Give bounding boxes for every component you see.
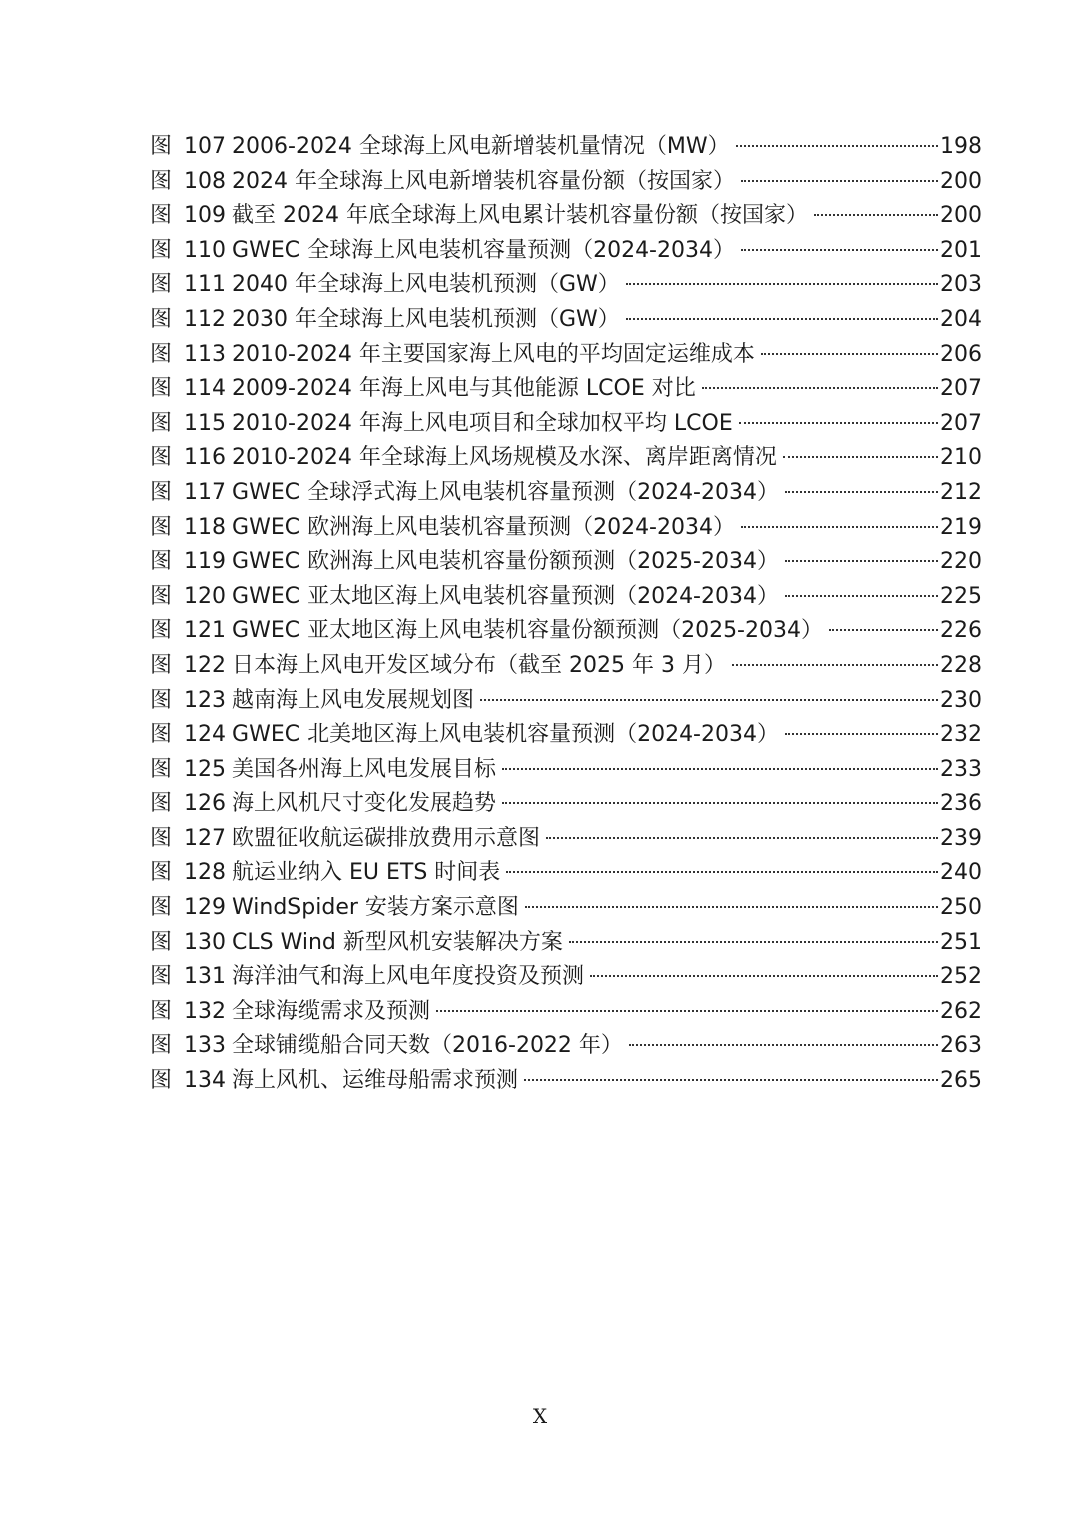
toc-entry[interactable] xyxy=(150,718,982,753)
entry-page-number: 204 xyxy=(940,306,982,332)
toc-entry[interactable] xyxy=(150,372,982,407)
toc-entry[interactable] xyxy=(150,1029,982,1064)
entry-page-number: 262 xyxy=(940,998,982,1024)
entry-title: 全球铺缆船合同天数（2016-2022 年） xyxy=(232,1033,623,1059)
entry-title: 海洋油气和海上风电年度投资及预测 xyxy=(232,964,585,990)
toc-entry[interactable] xyxy=(150,130,982,165)
toc-entry[interactable] xyxy=(150,511,982,546)
toc-entry[interactable] xyxy=(150,995,982,1030)
toc-entry[interactable] xyxy=(150,199,982,234)
entry-title: 越南海上风电发展规划图 xyxy=(232,687,475,713)
dot-leader xyxy=(480,699,938,701)
toc-entry[interactable] xyxy=(150,303,982,338)
entry-page-number: 201 xyxy=(940,237,982,263)
entry-number: 112 xyxy=(184,306,227,332)
dot-leader xyxy=(732,664,938,666)
entry-number: 119 xyxy=(184,549,227,575)
entry-page-number: 239 xyxy=(940,825,982,851)
entry-title: 全球海缆需求及预测 xyxy=(232,998,431,1024)
entry-number: 130 xyxy=(184,929,227,955)
entry-number: 133 xyxy=(184,1033,227,1059)
entry-page-number: 203 xyxy=(940,272,982,298)
entry-title: 2010-2024 年海上风电项目和全球加权平均 LCOE xyxy=(232,410,733,436)
entry-page-number: 219 xyxy=(940,514,982,540)
toc-entry[interactable] xyxy=(150,234,982,269)
entry-number: 118 xyxy=(184,514,227,540)
entry-number: 107 xyxy=(184,134,227,159)
entry-prefix: 图 xyxy=(150,618,173,644)
dot-leader xyxy=(436,1010,938,1012)
entry-title: 2010-2024 年全球海上风场规模及水深、离岸距离情况 xyxy=(232,445,777,471)
entry-number: 116 xyxy=(184,445,227,471)
toc-entry[interactable] xyxy=(150,580,982,615)
entry-prefix: 图 xyxy=(150,722,173,748)
entry-number: 125 xyxy=(184,756,227,782)
entry-prefix: 图 xyxy=(150,341,173,367)
entry-prefix: 图 xyxy=(150,237,173,263)
entry-title: 美国各州海上风电发展目标 xyxy=(232,756,497,782)
dot-leader xyxy=(702,387,938,389)
entry-title: 2006-2024 全球海上风电新增装机量情况（MW） xyxy=(232,134,730,159)
entry-page-number: 207 xyxy=(940,376,982,402)
entry-prefix: 图 xyxy=(150,134,173,159)
entry-title: 海上风机尺寸变化发展趋势 xyxy=(232,791,497,817)
entry-page-number: 236 xyxy=(940,791,982,817)
entry-number: 122 xyxy=(184,652,227,678)
entry-page-number: 230 xyxy=(940,687,982,713)
entry-page-number: 228 xyxy=(940,652,982,678)
entry-page-number: 265 xyxy=(940,1068,982,1094)
toc-entry[interactable] xyxy=(150,545,982,580)
toc-entry[interactable] xyxy=(150,268,982,303)
entry-prefix: 图 xyxy=(150,652,173,678)
entry-prefix: 图 xyxy=(150,272,173,298)
entry-number: 111 xyxy=(184,272,227,298)
entry-prefix: 图 xyxy=(150,860,173,886)
entry-prefix: 图 xyxy=(150,895,173,921)
entry-prefix: 图 xyxy=(150,203,173,229)
entry-prefix: 图 xyxy=(150,1068,173,1094)
entry-number: 108 xyxy=(184,168,227,194)
entry-prefix: 图 xyxy=(150,964,173,990)
entry-title: CLS Wind 新型风机安装解决方案 xyxy=(232,929,563,955)
entry-number: 129 xyxy=(184,895,227,921)
toc-entry[interactable] xyxy=(150,407,982,442)
entry-page-number: 252 xyxy=(940,964,982,990)
entry-title: GWEC 亚太地区海上风电装机容量份额预测（2025-2034） xyxy=(232,618,823,644)
entry-title: 2009-2024 年海上风电与其他能源 LCOE 对比 xyxy=(232,376,696,402)
toc-entry[interactable] xyxy=(150,1064,982,1099)
entry-prefix: 图 xyxy=(150,583,173,609)
entry-number: 114 xyxy=(184,376,227,402)
entry-prefix: 图 xyxy=(150,376,173,402)
entry-prefix: 图 xyxy=(150,479,173,505)
dot-leader xyxy=(785,595,938,597)
dot-leader xyxy=(783,456,938,458)
dot-leader xyxy=(785,560,938,562)
dot-leader xyxy=(626,283,938,285)
entry-page-number: 210 xyxy=(940,445,982,471)
entry-prefix: 图 xyxy=(150,445,173,471)
toc-entry[interactable] xyxy=(150,165,982,200)
entry-page-number: 240 xyxy=(940,860,982,886)
entry-title: 2030 年全球海上风电装机预测（GW） xyxy=(232,306,620,332)
entry-page-number: 200 xyxy=(940,203,982,229)
toc-entry[interactable] xyxy=(150,441,982,476)
entry-prefix: 图 xyxy=(150,410,173,436)
toc-entry[interactable] xyxy=(150,338,982,373)
dot-leader xyxy=(626,318,938,320)
dot-leader xyxy=(736,145,938,147)
page-number: X xyxy=(532,1404,548,1428)
toc-entry[interactable] xyxy=(150,614,982,649)
entry-prefix: 图 xyxy=(150,306,173,332)
dot-leader xyxy=(546,837,938,839)
toc-entry[interactable] xyxy=(150,926,982,961)
entry-number: 123 xyxy=(184,687,227,713)
entry-page-number: 200 xyxy=(940,168,982,194)
entry-title: WindSpider 安装方案示意图 xyxy=(232,895,519,921)
entry-number: 134 xyxy=(184,1068,227,1094)
entry-page-number: 207 xyxy=(940,410,982,436)
figure-toc-list xyxy=(150,130,982,1099)
entry-prefix: 图 xyxy=(150,514,173,540)
entry-number: 110 xyxy=(184,237,227,263)
entry-page-number: 212 xyxy=(940,479,982,505)
entry-title: 海上风机、运维母船需求预测 xyxy=(232,1068,519,1094)
entry-page-number: 250 xyxy=(940,895,982,921)
entry-number: 117 xyxy=(184,479,227,505)
entry-number: 120 xyxy=(184,583,227,609)
entry-number: 128 xyxy=(184,860,227,886)
entry-page-number: 198 xyxy=(940,134,982,159)
entry-prefix: 图 xyxy=(150,168,173,194)
dot-leader xyxy=(629,1044,938,1046)
entry-number: 127 xyxy=(184,825,227,851)
entry-page-number: 206 xyxy=(940,341,982,367)
dot-leader xyxy=(590,975,938,977)
toc-entry[interactable] xyxy=(150,960,982,995)
toc-entry[interactable] xyxy=(150,476,982,511)
entry-title: GWEC 全球浮式海上风电装机容量预测（2024-2034） xyxy=(232,479,779,505)
entry-prefix: 图 xyxy=(150,825,173,851)
entry-title: GWEC 北美地区海上风电装机容量预测（2024-2034） xyxy=(232,722,779,748)
entry-title: GWEC 亚太地区海上风电装机容量预测（2024-2034） xyxy=(232,583,779,609)
entry-number: 124 xyxy=(184,722,227,748)
entry-page-number: 233 xyxy=(940,756,982,782)
entry-number: 109 xyxy=(184,203,227,229)
dot-leader xyxy=(761,353,938,355)
toc-entry[interactable] xyxy=(150,787,982,822)
entry-prefix: 图 xyxy=(150,929,173,955)
toc-entry[interactable] xyxy=(150,891,982,926)
entry-number: 132 xyxy=(184,998,227,1024)
toc-entry[interactable] xyxy=(150,822,982,857)
dot-leader xyxy=(741,180,938,182)
entry-prefix: 图 xyxy=(150,756,173,782)
entry-page-number: 232 xyxy=(940,722,982,748)
dot-leader xyxy=(829,629,938,631)
entry-title: 2010-2024 年主要国家海上风电的平均固定运维成本 xyxy=(232,341,755,367)
dot-leader xyxy=(524,1079,938,1081)
dot-leader xyxy=(741,249,938,251)
entry-page-number: 226 xyxy=(940,618,982,644)
entry-page-number: 251 xyxy=(940,929,982,955)
entry-title: 截至 2024 年底全球海上风电累计装机容量份额（按国家） xyxy=(232,203,808,229)
entry-prefix: 图 xyxy=(150,998,173,1024)
dot-leader xyxy=(525,906,938,908)
entry-number: 115 xyxy=(184,410,227,436)
dot-leader xyxy=(814,214,938,216)
toc-entry[interactable] xyxy=(150,753,982,788)
dot-leader xyxy=(785,491,938,493)
entry-title: GWEC 欧洲海上风电装机容量份额预测（2025-2034） xyxy=(232,549,779,575)
dot-leader xyxy=(741,526,938,528)
dot-leader xyxy=(506,871,938,873)
toc-entry[interactable] xyxy=(150,684,982,719)
toc-entry[interactable] xyxy=(150,649,982,684)
entry-number: 113 xyxy=(184,341,227,367)
dot-leader xyxy=(569,941,938,943)
entry-prefix: 图 xyxy=(150,549,173,575)
entry-page-number: 225 xyxy=(940,583,982,609)
entry-title: 欧盟征收航运碳排放费用示意图 xyxy=(232,825,541,851)
entry-title: 航运业纳入 EU ETS 时间表 xyxy=(232,860,501,886)
entry-title: GWEC 全球海上风电装机容量预测（2024-2034） xyxy=(232,237,735,263)
entry-number: 121 xyxy=(184,618,227,644)
entry-number: 126 xyxy=(184,791,227,817)
entry-number: 131 xyxy=(184,964,227,990)
entry-title: GWEC 欧洲海上风电装机容量预测（2024-2034） xyxy=(232,514,735,540)
entry-page-number: 263 xyxy=(940,1033,982,1059)
entry-title: 2024 年全球海上风电新增装机容量份额（按国家） xyxy=(232,168,735,194)
entry-prefix: 图 xyxy=(150,1033,173,1059)
entry-title: 2040 年全球海上风电装机预测（GW） xyxy=(232,272,620,298)
entry-prefix: 图 xyxy=(150,687,173,713)
dot-leader xyxy=(502,768,938,770)
entry-prefix: 图 xyxy=(150,791,173,817)
dot-leader xyxy=(739,422,938,424)
dot-leader xyxy=(785,733,938,735)
entry-page-number: 220 xyxy=(940,549,982,575)
entry-title: 日本海上风电开发区域分布（截至 2025 年 3 月） xyxy=(232,652,726,678)
toc-entry[interactable] xyxy=(150,856,982,891)
dot-leader xyxy=(502,802,938,804)
